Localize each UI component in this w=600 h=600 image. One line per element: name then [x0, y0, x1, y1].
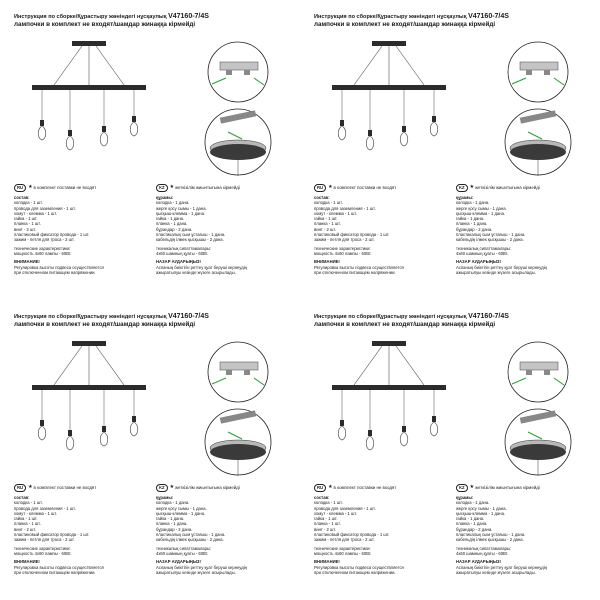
sheet-subtitle: лампочки в комплект не входят/шамдар жинаққа кірмейді [314, 21, 496, 28]
star-icon: ★ [28, 484, 33, 491]
ru-contents: состав: колодка - 1 шт. провода для заземления - 1 шт. хомут - клемма - 1 шт. гайка - 1 шт. планка - 1 шт. винт - 2 шт. пластиковый фиксатор провода - 1 шт. зажим - петля для троса - 2 шт. технические характеристики: мощность 4x60 лампы - 60Вт. ВНИМАНИЕ! Регулировка высоты подвеса осуществляется при отключенном питающем напряжении. [314, 195, 404, 275]
pendant-lamp-illustration [314, 338, 494, 478]
star-icon: ★ [169, 184, 175, 191]
model-number: V47160-7/4S [168, 13, 209, 20]
pendant-lamp-illustration [14, 338, 194, 478]
ru-contents: состав: колодка - 1 шт. провода для заземления - 1 шт. хомут - клемма - 1 шт. гайка - 1 шт. планка - 1 шт. винт - 2 шт. пластиковый фиксатор провода - 1 шт. зажим - петля для троса - 2 шт. технические характеристики: мощность 4x60 лампы - 60Вт. ВНИМАНИЕ! Регулировка высоты подвеса осуществляется при отключенном питающем напряжении. [314, 495, 404, 575]
ru-badge: RU [14, 184, 26, 192]
kz-badge: KZ [156, 184, 168, 192]
sheet-subtitle: лампочки в комплект не входят/шамдар жинаққа кірмейді [14, 21, 196, 28]
mounting-detail-illustration [198, 40, 282, 178]
kz-contents: құрамы: колодка - 1 дана. жерге қосу сымы - 1 дана. қысқыш-клемма - 1 дана. гайка - 1 дана. планка - 1 дана. бұрандар - 2 дана. пластикалық сым ұстағыш - 1 дана. кабельдің ілмек қысқышы - 2 дана. техникалық сипаттамалары: 4x60 шамның қуаты - 60Вт. НАЗАР АУДАРЫҢЫЗ! Аспаның биіктігін реттеу қуат берушi кернеудің ажыратылуы кезінде жүзеге асырылады. [156, 195, 247, 275]
star-icon: ★ [469, 484, 475, 491]
mounting-detail-illustration [498, 340, 582, 478]
model-number: V47160-7/4S [468, 13, 509, 20]
sheet-title: Инструкция по сборке/Құрастыру жөніндегі нұсқаулық V47160-7/4S [314, 13, 509, 20]
ru-badge: RU [314, 184, 326, 192]
ru-included-note: RU ★в комплект поставки не входят [314, 183, 396, 192]
ru-badge: RU [314, 484, 326, 492]
pendant-lamp-illustration [314, 38, 494, 178]
mounting-detail-illustration [198, 340, 282, 478]
kz-badge: KZ [156, 484, 168, 492]
star-icon: ★ [469, 184, 475, 191]
instruction-sheet-top-right [300, 0, 600, 300]
model-number: V47160-7/4S [168, 313, 209, 320]
ru-contents: состав: колодка - 1 шт. провода для заземления - 1 шт. хомут - клемма - 1 шт. гайка - 1 шт. планка - 1 шт. винт - 2 шт. пластиковый фиксатор провода - 1 шт. зажим - петля для троса - 2 шт. технические характеристики: мощность 4x60 лампы - 60Вт. ВНИМАНИЕ! Регулировка высоты подвеса осуществляется при отключенном питающем напряжении. [14, 495, 104, 575]
kz-badge: KZ [456, 484, 468, 492]
sheet-title: Инструкция по сборке/Құрастыру жөніндегі нұсқаулық V47160-7/4S [14, 313, 209, 320]
star-icon: ★ [169, 484, 175, 491]
sheet-subtitle: лампочки в комплект не входят/шамдар жинаққа кірмейді [314, 321, 496, 328]
kz-included-note: KZ ★жеткізілім жиынтығына кірмейді [156, 483, 240, 492]
ru-included-note: RU ★в комплект поставки не входят [14, 483, 96, 492]
sheet-title: Инструкция по сборке/Құрастыру жөніндегі нұсқаулық V47160-7/4S [14, 13, 209, 20]
kz-contents: құрамы: колодка - 1 дана. жерге қосу сымы - 1 дана. қысқыш-клемма - 1 дана. гайка - 1 дана. планка - 1 дана. бұрандар - 2 дана. пластикалық сым ұстағыш - 1 дана. кабельдің ілмек қысқышы - 2 дана. техникалық сипаттамалары: 4x60 шамның қуаты - 60Вт. НАЗАР АУДАРЫҢЫЗ! Аспаның биіктігін реттеу қуат берушi кернеудің ажыратылуы кезінде жүзеге асырылады. [156, 495, 247, 575]
model-number: V47160-7/4S [468, 313, 509, 320]
star-icon: ★ [328, 184, 333, 191]
kz-badge: KZ [456, 184, 468, 192]
sheet-subtitle: лампочки в комплект не входят/шамдар жинаққа кірмейді [14, 321, 196, 328]
mounting-detail-illustration [498, 40, 582, 178]
ru-included-note: RU ★в комплект поставки не входят [314, 483, 396, 492]
sheet-title: Инструкция по сборке/Құрастыру жөніндегі нұсқаулық V47160-7/4S [314, 313, 509, 320]
kz-included-note: KZ ★жеткізілім жиынтығына кірмейді [456, 183, 540, 192]
kz-contents: құрамы: колодка - 1 дана. жерге қосу сымы - 1 дана. қысқыш-клемма - 1 дана. гайка - 1 дана. планка - 1 дана. бұрандар - 2 дана. пластикалық сым ұстағыш - 1 дана. кабельдің ілмек қысқышы - 2 дана. техникалық сипаттамалары: 4x60 шамның қуаты - 60Вт. НАЗАР АУДАРЫҢЫЗ! Аспаның биіктігін реттеу қуат берушi кернеудің ажыратылуы кезінде жүзеге асырылады. [456, 195, 547, 275]
instruction-sheet-bottom-left [0, 300, 300, 600]
instruction-sheet-bottom-right [300, 300, 600, 600]
ru-included-note: RU ★в комплект поставки не входят [14, 183, 96, 192]
kz-included-note: KZ ★жеткізілім жиынтығына кірмейді [456, 483, 540, 492]
pendant-lamp-illustration [14, 38, 194, 178]
star-icon: ★ [328, 484, 333, 491]
instruction-sheet-top-left [0, 0, 300, 300]
ru-badge: RU [14, 484, 26, 492]
ru-contents: состав: колодка - 1 шт. провода для заземления - 1 шт. хомут - клемма - 1 шт. гайка - 1 шт. планка - 1 шт. винт - 2 шт. пластиковый фиксатор провода - 1 шт. зажим - петля для троса - 2 шт. технические характеристики: мощность 4x60 лампы - 60Вт. ВНИМАНИЕ! Регулировка высоты подвеса осуществляется при отключенном питающем напряжении. [14, 195, 104, 275]
kz-included-note: KZ ★жеткізілім жиынтығына кірмейді [156, 183, 240, 192]
kz-contents: құрамы: колодка - 1 дана. жерге қосу сымы - 1 дана. қысқыш-клемма - 1 дана. гайка - 1 дана. планка - 1 дана. бұрандар - 2 дана. пластикалық сым ұстағыш - 1 дана. кабельдің ілмек қысқышы - 2 дана. техникалық сипаттамалары: 4x60 шамның қуаты - 60Вт. НАЗАР АУДАРЫҢЫЗ! Аспаның биіктігін реттеу қуат берушi кернеудің ажыратылуы кезінде жүзеге асырылады. [456, 495, 547, 575]
star-icon: ★ [28, 184, 33, 191]
